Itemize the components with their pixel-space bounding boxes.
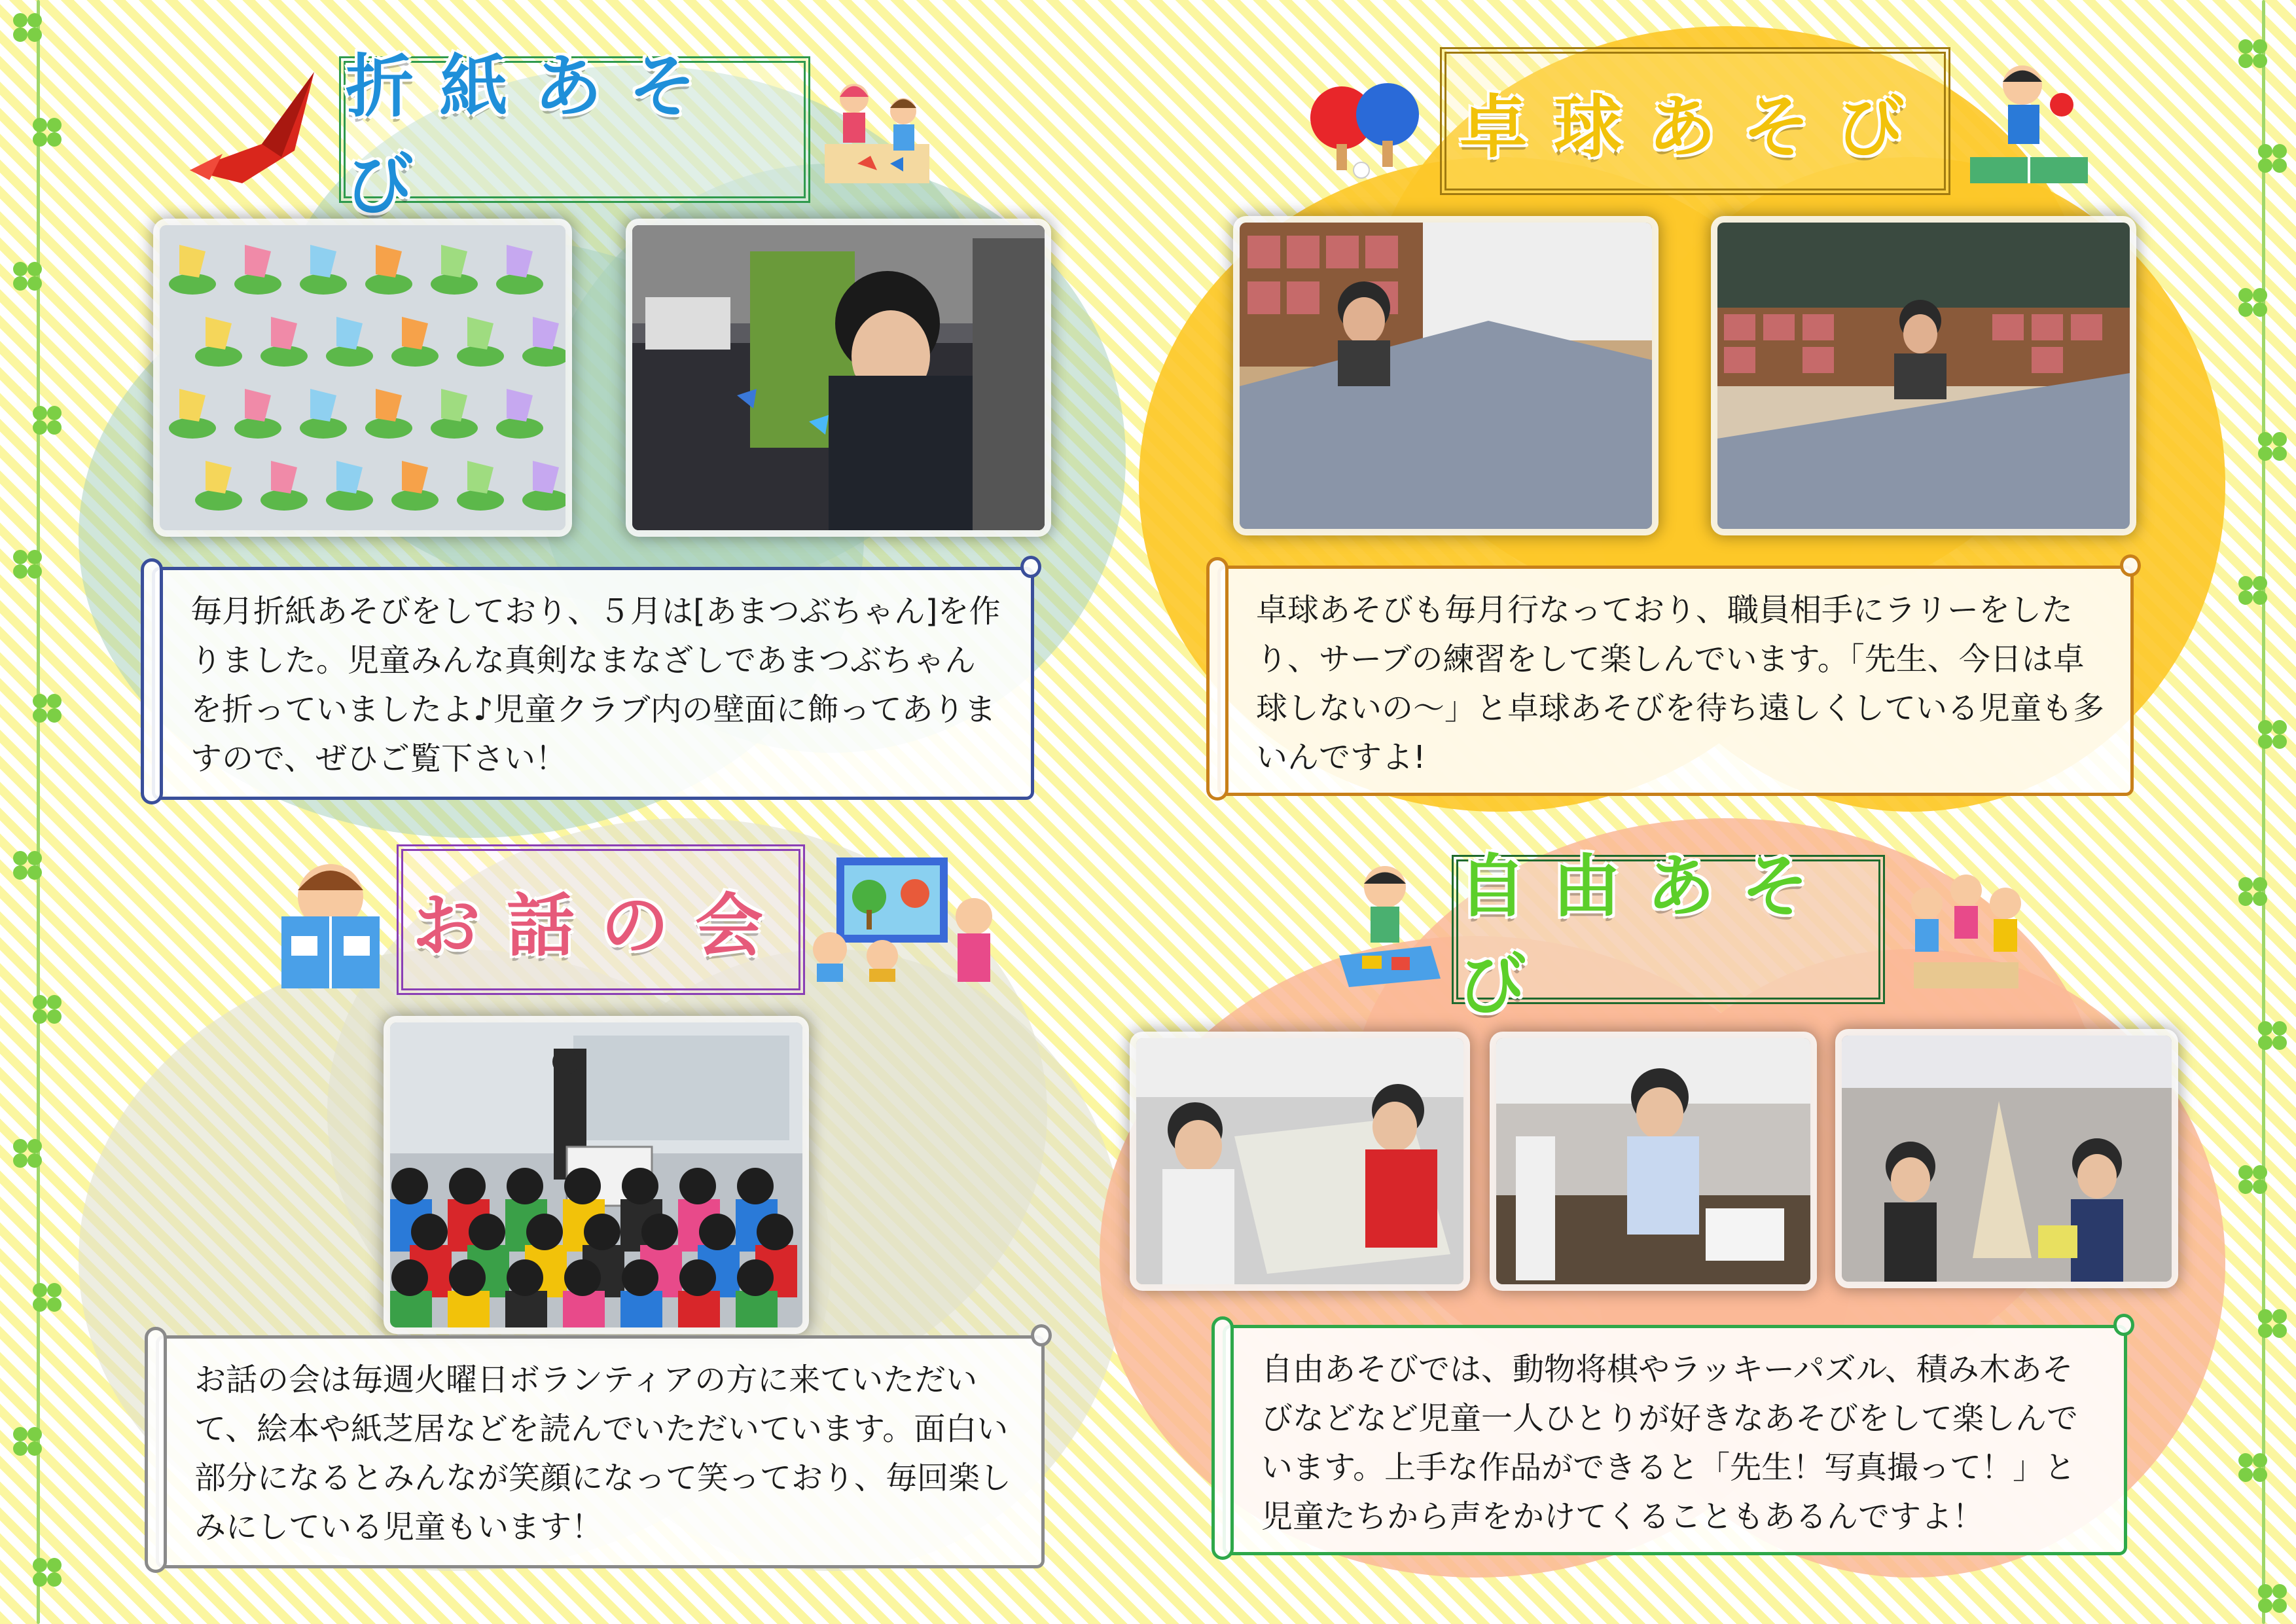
clover-icon [13, 1139, 42, 1168]
free-play-illustration-2 [1496, 1038, 1810, 1284]
leaf-shape [195, 490, 242, 511]
clover-icon [2238, 576, 2267, 605]
leaf-shape [391, 346, 439, 367]
storytelling-title-text: お話の会 [412, 886, 789, 965]
storytelling-illustration [390, 1022, 802, 1327]
child-body [390, 1291, 432, 1327]
origami-folding-illustration [632, 225, 1045, 530]
origami-title [339, 46, 810, 225]
origami-wall-photo [160, 225, 565, 530]
child-head [449, 1168, 486, 1204]
clover-icon [2238, 39, 2267, 68]
child-head [391, 1259, 428, 1296]
boy-doing-puzzle-icon [1326, 857, 1444, 988]
child-head [449, 1259, 486, 1296]
child-head [679, 1168, 716, 1204]
leaf-shape [391, 490, 439, 511]
clover-icon [33, 995, 62, 1024]
origami-description: 毎月折紙あそびをしており、５月は[あまつぶちゃん]を作りました。児童みんな真剣なまなざしであまつぶちゃんを折っていましたよ♪児童クラブ内の壁面に飾ってありますので、ぜひご覧下さい！ [190, 593, 1001, 777]
child-head [622, 1168, 658, 1204]
kids-playing-together-icon [1901, 864, 2032, 995]
paper-crane-icon [183, 72, 334, 190]
table-tennis-illustration-2 [1717, 223, 2130, 529]
leaf-shape [431, 274, 478, 295]
ping-pong-paddles-icon [1302, 79, 1433, 183]
leaf-shape [169, 418, 216, 439]
free-play-illustration-3 [1842, 1036, 2172, 1282]
clover-icon [2258, 1021, 2287, 1050]
child-head [699, 1214, 736, 1250]
child-head [737, 1259, 774, 1296]
free-play-illustration-1 [1136, 1038, 1463, 1284]
origami-scroll [152, 567, 1034, 800]
clover-icon [33, 1283, 62, 1312]
clover-icon [2238, 877, 2267, 906]
child-body [678, 1291, 720, 1327]
right-vine-border [2251, 0, 2275, 1624]
leaf-shape [195, 346, 242, 367]
kids-watching-picture-show-icon [810, 851, 1000, 982]
leaf-shape [326, 490, 373, 511]
clover-icon [33, 694, 62, 723]
child-head [641, 1214, 678, 1250]
leaf-shape [365, 418, 412, 439]
table-tennis-scroll [1217, 566, 2134, 796]
child-head [564, 1259, 601, 1296]
kids-folding-origami-icon [818, 72, 936, 190]
child-body [448, 1291, 490, 1327]
leaf-shape [496, 274, 543, 295]
leaf-shape [457, 490, 504, 511]
free-play-title [1452, 846, 1885, 1024]
clover-icon [2238, 288, 2267, 317]
free-play-description: 自由あそびでは、動物将棋やラッキーパズル、積み木あそびなどなど児童一人ひとりが好きなあそびをして楽しんでいます。上手な作品ができると「先生！写真撮って！」と児童たちから声をかけてくることもあるんですよ！ [1261, 1351, 2079, 1535]
clover-icon [13, 851, 42, 880]
table-tennis-description: 卓球あそびも毎月行なっており、職員相手にラリーをしたり、サーブの練習をして楽しんでいます。「先生、今日は卓球しないの～」と卓球あそびを待ち遠しくしている児童も多いんですよ! [1256, 592, 2105, 776]
left-vine-border [26, 0, 50, 1624]
child-head [411, 1214, 448, 1250]
clover-icon [33, 1558, 62, 1587]
clover-icon [33, 118, 62, 147]
table-tennis-illustration-1 [1240, 223, 1652, 529]
leaf-shape [457, 346, 504, 367]
table-tennis-title [1440, 47, 1950, 195]
storytelling-description: お話の会は毎週火曜日ボランティアの方に来ていただいて、絵本や紙芝居などを読んでいただいています。面白い部分になるとみんなが笑顔になって笑っており、毎回楽しみにしている児童もいます！ [194, 1362, 1012, 1545]
leaf-shape [365, 274, 412, 295]
leaf-shape [169, 274, 216, 295]
child-head [507, 1168, 543, 1204]
origami-title-text: 折紙あそび [346, 46, 723, 225]
child-head [679, 1259, 716, 1296]
child-head [507, 1259, 543, 1296]
table-tennis-title-text: 卓球あそび [1459, 87, 1931, 167]
clover-icon [13, 1427, 42, 1456]
clover-icon [2258, 1309, 2287, 1338]
clover-icon [2258, 144, 2287, 173]
leaf-shape [300, 274, 347, 295]
free-play-title-text: 自由あそび [1458, 846, 1836, 1024]
leaf-shape [496, 418, 543, 439]
child-body [505, 1291, 547, 1327]
storytelling-scroll [156, 1335, 1045, 1568]
free-play-scroll [1223, 1325, 2127, 1555]
origami-folding-photo [632, 225, 1045, 530]
clover-icon [13, 13, 42, 42]
leaf-shape [234, 418, 281, 439]
leaf-shape [431, 418, 478, 439]
child-head [737, 1168, 774, 1204]
child-head [584, 1214, 620, 1250]
free-play-photo-3 [1842, 1036, 2172, 1282]
boy-playing-ping-pong-icon [1964, 52, 2094, 190]
table-tennis-photo-1 [1240, 223, 1652, 529]
leaf-shape [326, 346, 373, 367]
leaf-shape [260, 490, 308, 511]
clover-icon [13, 550, 42, 579]
child-head [469, 1214, 505, 1250]
clover-icon [2238, 1453, 2267, 1482]
storytelling-photo [390, 1022, 802, 1327]
table-tennis-photo-2 [1717, 223, 2130, 529]
child-body [563, 1291, 605, 1327]
child-body [620, 1291, 662, 1327]
free-play-photo-1 [1136, 1038, 1463, 1284]
storytelling-title [397, 844, 805, 995]
clover-icon [2238, 1165, 2267, 1194]
child-head [622, 1259, 658, 1296]
leaf-shape [234, 274, 281, 295]
child-head [757, 1214, 793, 1250]
clover-icon [2258, 1584, 2287, 1613]
free-play-photo-2 [1496, 1038, 1810, 1284]
boy-reading-book-icon [268, 851, 393, 995]
leaf-shape [300, 418, 347, 439]
child-head [564, 1168, 601, 1204]
child-head [391, 1168, 428, 1204]
child-head [526, 1214, 563, 1250]
leaf-shape [260, 346, 308, 367]
clover-icon [2258, 432, 2287, 461]
child-body [736, 1291, 778, 1327]
clover-icon [13, 262, 42, 291]
clover-icon [33, 406, 62, 435]
origami-wall-illustration [160, 225, 565, 530]
clover-icon [2258, 720, 2287, 749]
